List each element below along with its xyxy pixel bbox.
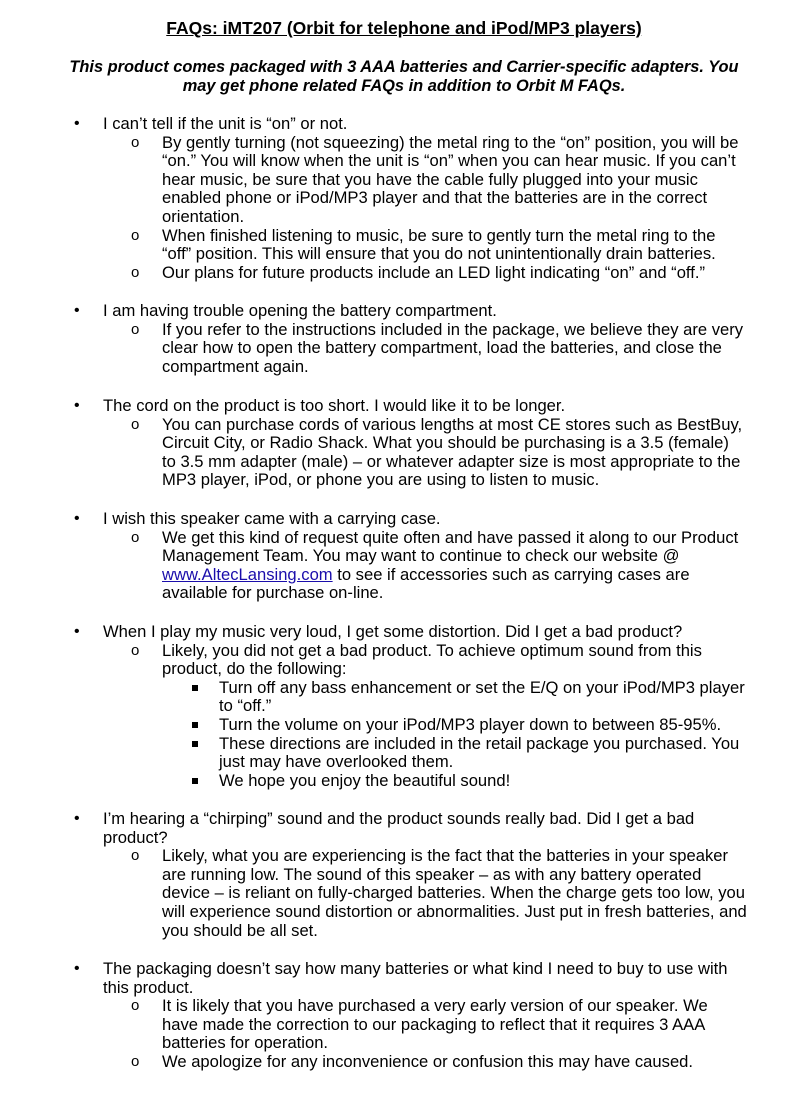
square-bullet-icon <box>192 722 198 728</box>
faq-question <box>0 115 753 134</box>
step-text: Turn off any bass enhancement or set the E/Q on your iPod/MP3 player to “off.” <box>219 677 745 716</box>
open-bullet-icon: o <box>131 997 140 1015</box>
page-subtitle: This product comes packaged with 3 AAA batteries and Carrier-specific adapters. You may get phone related FAQs in addition to Orbit M FAQs. <box>69 58 739 95</box>
open-bullet-icon: o <box>131 641 140 659</box>
answer-text: You can purchase cords of various lengths at most CE stores such as BestBuy, Circuit City, or Radio Shack. What you should be purchasing is a 3.5 (female) to 3.5 mm adapter (male) – or whatever adapter size is most appropriate to the MP3 player, iPod, or phone you are using to listen to music. <box>162 414 743 490</box>
faq-question <box>0 510 753 529</box>
open-bullet-icon: o <box>131 847 140 865</box>
answer-text: Likely, what you are experiencing is the fact that the batteries in your speaker are running low. The sound of this speaker – as with any battery operated device – is reliant on fully-charged batteries. When the charge gets too low, you will experience sound distortion or abnormalities. Just put in fresh batteries, and you should be all set. <box>162 846 747 940</box>
faq-item <box>0 960 808 1072</box>
faq-item <box>0 810 808 940</box>
faq-answer <box>0 642 747 679</box>
answer-text-end: to see if accessories such as carrying cases are available for purchase on-line. <box>162 564 690 603</box>
question-text: I am having trouble opening the battery compartment. <box>103 301 497 320</box>
faq-step <box>0 679 749 716</box>
step-text: We hope you enjoy the beautiful sound! <box>219 770 511 790</box>
question-text: I can’t tell if the unit is “on” or not. <box>103 114 348 133</box>
faq-item <box>0 115 808 282</box>
bullet-icon: • <box>74 510 80 527</box>
answer-text: If you refer to the instructions included in the package, we believe they are very clear how to open the battery compartment, load the batteries, and close the compartment again. <box>162 319 744 376</box>
square-bullet-icon <box>192 741 198 747</box>
faq-item <box>0 510 808 603</box>
faq-question <box>0 960 753 997</box>
answer-text: Our plans for future products include an LED light indicating “on” and “off.” <box>162 262 705 282</box>
faq-question <box>0 302 753 321</box>
question-text: I’m hearing a “chirping” sound and the product sounds really bad. Did I get a bad product? <box>103 809 695 847</box>
bullet-icon: • <box>74 810 80 827</box>
answer-text: Likely, you did not get a bad product. To achieve optimum sound from this product, do the following: <box>162 640 702 679</box>
open-bullet-icon: o <box>131 528 140 546</box>
faq-answer <box>0 134 747 227</box>
faq-answer <box>0 227 747 264</box>
bullet-icon: • <box>74 397 80 414</box>
answer-text: When finished listening to music, be sure to gently turn the metal ring to the “off” position. This will ensure that you do not unintentionally drain batteries. <box>162 225 716 264</box>
square-bullet-icon <box>192 778 198 784</box>
question-text: I wish this speaker came with a carrying case. <box>103 509 441 528</box>
bullet-icon: • <box>74 960 80 977</box>
faq-answer <box>0 997 747 1053</box>
answer-text: We apologize for any inconvenience or confusion this may have caused. <box>162 1051 694 1071</box>
open-bullet-icon: o <box>131 415 140 433</box>
open-bullet-icon: o <box>131 226 140 244</box>
faq-answer <box>0 1053 747 1072</box>
faq-step <box>0 735 749 772</box>
answer-text: It is likely that you have purchased a very early version of our speaker. We have made the correction to our packaging to reflect that it requires 3 AAA batteries for operation. <box>162 996 708 1053</box>
step-text: These directions are included in the retail package you purchased. You just may have overlooked them. <box>219 733 740 772</box>
step-text: Turn the volume on your iPod/MP3 player down to between 85-95%. <box>219 714 722 734</box>
question-text: The cord on the product is too short. I would like it to be longer. <box>103 396 566 415</box>
faq-answer <box>0 529 747 603</box>
faq-item <box>0 397 808 490</box>
faq-question <box>0 397 753 416</box>
bullet-icon: • <box>74 302 80 319</box>
faq-answer <box>0 416 747 490</box>
faq-step <box>0 772 749 791</box>
faq-question <box>0 810 753 847</box>
open-bullet-icon: o <box>131 263 140 281</box>
faq-answer <box>0 264 747 283</box>
faq-item <box>0 623 808 790</box>
faq-answer <box>0 321 747 377</box>
square-bullet-icon <box>192 685 198 691</box>
open-bullet-icon: o <box>131 320 140 338</box>
bullet-icon: • <box>74 115 80 132</box>
page-title: FAQs: iMT207 (Orbit for telephone and iPod/MP3 players) <box>166 18 642 38</box>
bullet-icon: • <box>74 623 80 640</box>
open-bullet-icon: o <box>131 133 140 151</box>
faq-step <box>0 716 749 735</box>
answer-text-start: We get this kind of request quite often and have passed it along to our Product Management Team. You may want to continue to check our website @ <box>162 527 739 566</box>
faq-item <box>0 302 808 376</box>
question-text: The packaging doesn’t say how many batteries or what kind I need to buy to use with this product. <box>103 959 728 997</box>
question-text: When I play my music very loud, I get some distortion. Did I get a bad product? <box>103 622 683 641</box>
answer-text: By gently turning (not squeezing) the metal ring to the “on” position, you will be “on.” You will know when the unit is “on” when you can hear music. If you can’t hear music, be sure that you have the cable fully plugged into your music enabled phone or iPod/MP3 player and that the batteries are in the correct orientation. <box>162 132 739 226</box>
faq-answer <box>0 847 747 940</box>
open-bullet-icon: o <box>131 1052 140 1070</box>
faq-question <box>0 623 753 642</box>
altec-lansing-website-link[interactable]: www.AltecLansing.com <box>162 564 333 584</box>
